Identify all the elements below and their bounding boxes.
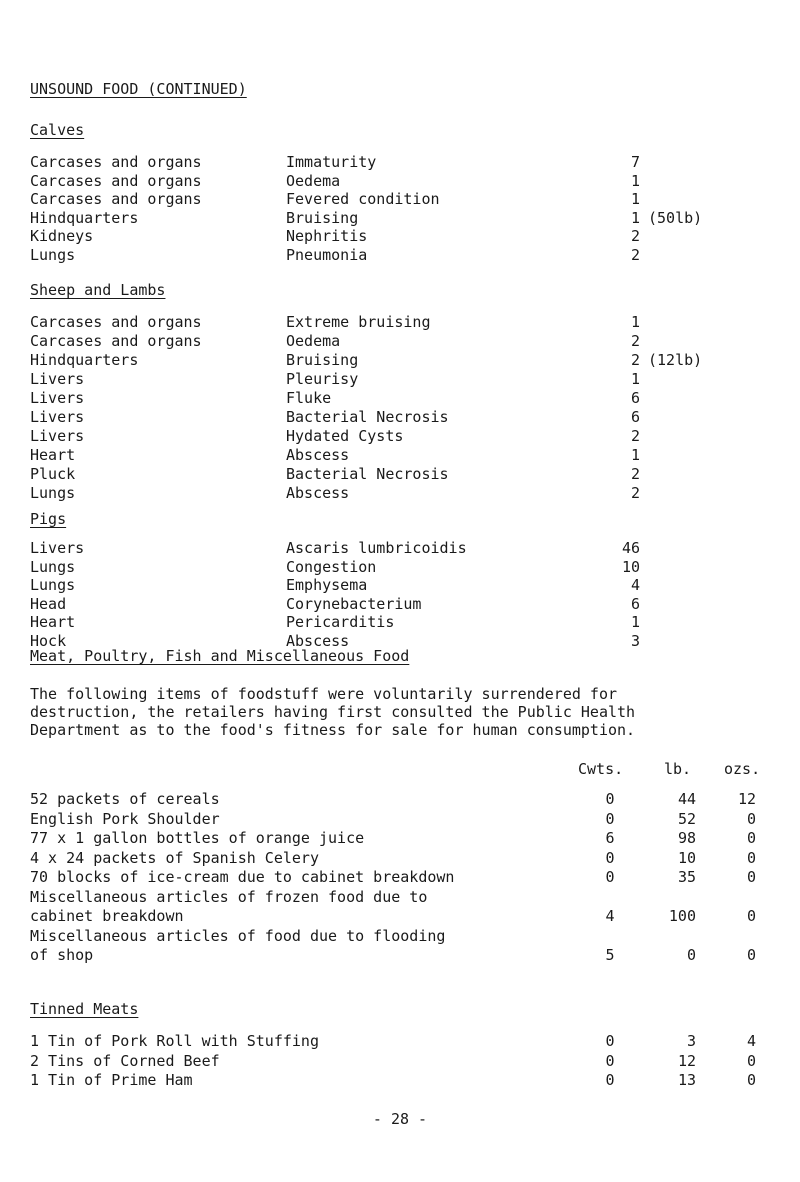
row-part: Livers bbox=[30, 539, 85, 557]
row-count: 1 bbox=[630, 613, 640, 631]
row-part: Hindquarters bbox=[30, 208, 139, 227]
item-description: 1 Tin of Prime Ham bbox=[30, 1071, 193, 1089]
row-part: Carcases and organs bbox=[30, 332, 202, 350]
row-count: 2 bbox=[630, 332, 640, 350]
page-number: - 28 - bbox=[372, 1110, 428, 1128]
row-part: Livers bbox=[30, 427, 85, 445]
row-count: 2 bbox=[630, 227, 640, 245]
row-part: Lungs bbox=[30, 484, 76, 502]
misc-paragraph-line-3: Department as to the food's fitness for sale for human consumption. bbox=[30, 721, 636, 739]
row-cause: Nephritis bbox=[286, 227, 368, 245]
item-lb: 98 bbox=[677, 829, 696, 847]
row-count: 1 bbox=[630, 208, 640, 227]
item-cwts: 0 bbox=[605, 1032, 615, 1050]
row-note: (50lb) bbox=[648, 208, 703, 227]
row-part: Carcases and organs bbox=[30, 190, 202, 208]
item-description: 2 Tins of Corned Beef bbox=[30, 1051, 220, 1070]
row-part: Heart bbox=[30, 613, 76, 631]
item-ozs: 0 bbox=[746, 848, 756, 867]
item-cwts: 0 bbox=[605, 848, 615, 867]
row-part: Lungs bbox=[30, 245, 76, 264]
row-part: Lungs bbox=[30, 557, 76, 576]
row-part: Pluck bbox=[30, 465, 76, 483]
row-cause: Pneumonia bbox=[286, 245, 368, 264]
row-count: 3 bbox=[630, 631, 640, 650]
item-ozs: 0 bbox=[746, 1071, 756, 1089]
misc-title: Meat, Poultry, Fish and Miscellaneous Food bbox=[30, 647, 410, 665]
row-cause: Fevered condition bbox=[286, 190, 440, 208]
row-count: 2 bbox=[630, 465, 640, 483]
item-cwts: 5 bbox=[605, 946, 615, 964]
row-count: 7 bbox=[630, 153, 640, 171]
misc-paragraph-line-1: The following items of foodstuff were voluntarily surrendered for bbox=[30, 685, 617, 703]
row-cause: Oedema bbox=[286, 171, 341, 190]
row-cause: Abscess bbox=[286, 631, 350, 650]
row-count: 2 bbox=[630, 245, 640, 264]
row-part: Carcases and organs bbox=[30, 313, 202, 331]
item-lb: 44 bbox=[677, 790, 696, 808]
item-cwts: 0 bbox=[605, 868, 615, 886]
row-cause: Bacterial Necrosis bbox=[286, 408, 449, 426]
row-count: 1 bbox=[630, 370, 640, 388]
calves-title: Calves bbox=[30, 121, 85, 139]
row-cause: Bacterial Necrosis bbox=[286, 465, 449, 483]
row-cause: Congestion bbox=[286, 557, 377, 576]
item-cwts: 4 bbox=[605, 907, 615, 925]
item-lb: 0 bbox=[686, 946, 696, 964]
row-count: 1 bbox=[630, 171, 640, 190]
item-description: 77 x 1 gallon bottles of orange juice bbox=[30, 829, 365, 847]
tinned-title: Tinned Meats bbox=[30, 1000, 139, 1018]
item-cwts: 0 bbox=[605, 1051, 615, 1070]
item-description: cabinet breakdown bbox=[30, 907, 184, 925]
item-lb: 35 bbox=[677, 868, 696, 886]
item-description: Miscellaneous articles of frozen food due to bbox=[30, 887, 428, 906]
row-cause: Oedema bbox=[286, 332, 341, 350]
row-note: (12lb) bbox=[648, 351, 703, 369]
item-cwts: 6 bbox=[605, 829, 615, 847]
row-part: Livers bbox=[30, 408, 85, 426]
item-cwts: 0 bbox=[605, 790, 615, 808]
row-part: Heart bbox=[30, 446, 76, 464]
item-ozs: 4 bbox=[746, 1032, 756, 1050]
item-description: Miscellaneous articles of food due to flooding bbox=[30, 926, 446, 945]
row-count: 1 bbox=[630, 313, 640, 331]
col-header-ozs: ozs. bbox=[724, 760, 761, 778]
col-header-cwts: Cwts. bbox=[578, 760, 624, 778]
item-description: of shop bbox=[30, 946, 94, 964]
item-ozs: 0 bbox=[746, 868, 756, 886]
row-cause: Pleurisy bbox=[286, 370, 359, 388]
item-cwts: 0 bbox=[605, 809, 615, 828]
row-cause: Abscess bbox=[286, 446, 350, 464]
row-cause: Emphysema bbox=[286, 576, 368, 594]
item-lb: 13 bbox=[677, 1071, 696, 1089]
item-ozs: 0 bbox=[746, 946, 756, 964]
row-count: 1 bbox=[630, 190, 640, 208]
row-count: 2 bbox=[630, 484, 640, 502]
item-description: English Pork Shoulder bbox=[30, 809, 220, 828]
row-part: Carcases and organs bbox=[30, 153, 202, 171]
row-cause: Ascaris lumbricoidis bbox=[286, 539, 467, 557]
row-part: Hock bbox=[30, 631, 67, 650]
row-part: Livers bbox=[30, 370, 85, 388]
row-part: Hindquarters bbox=[30, 351, 139, 369]
row-count: 2 bbox=[630, 351, 640, 369]
row-part: Carcases and organs bbox=[30, 171, 202, 190]
row-count: 1 bbox=[630, 446, 640, 464]
col-header-lb: lb. bbox=[664, 760, 692, 778]
pigs-title: Pigs bbox=[30, 510, 67, 528]
row-part: Livers bbox=[30, 389, 85, 407]
misc-paragraph-line-2: destruction, the retailers having first consulted the Public Health bbox=[30, 703, 636, 721]
row-count: 6 bbox=[630, 594, 640, 613]
page-heading: UNSOUND FOOD (CONTINUED) bbox=[30, 80, 247, 98]
row-cause: Hydated Cysts bbox=[286, 427, 404, 445]
item-description: 70 blocks of ice-cream due to cabinet breakdown bbox=[30, 868, 455, 886]
item-ozs: 0 bbox=[746, 809, 756, 828]
row-cause: Immaturity bbox=[286, 153, 377, 171]
row-count: 6 bbox=[630, 408, 640, 426]
item-lb: 100 bbox=[668, 907, 696, 925]
item-ozs: 0 bbox=[746, 907, 756, 925]
row-cause: Pericarditis bbox=[286, 613, 395, 631]
item-description: 4 x 24 packets of Spanish Celery bbox=[30, 848, 319, 867]
row-count: 6 bbox=[630, 389, 640, 407]
row-count: 46 bbox=[621, 539, 640, 557]
row-part: Kidneys bbox=[30, 227, 94, 245]
item-lb: 12 bbox=[677, 1051, 696, 1070]
row-count: 2 bbox=[630, 427, 640, 445]
item-description: 52 packets of cereals bbox=[30, 790, 220, 808]
item-ozs: 0 bbox=[746, 829, 756, 847]
item-description: 1 Tin of Pork Roll with Stuffing bbox=[30, 1032, 319, 1050]
item-ozs: 12 bbox=[737, 790, 756, 808]
row-cause: Abscess bbox=[286, 484, 350, 502]
item-lb: 3 bbox=[686, 1032, 696, 1050]
item-ozs: 0 bbox=[746, 1051, 756, 1070]
item-lb: 10 bbox=[677, 848, 696, 867]
row-cause: Bruising bbox=[286, 208, 359, 227]
row-part: Lungs bbox=[30, 576, 76, 594]
sheep-title: Sheep and Lambs bbox=[30, 281, 166, 299]
row-cause: Fluke bbox=[286, 389, 332, 407]
row-count: 10 bbox=[621, 557, 640, 576]
row-count: 4 bbox=[630, 576, 640, 594]
row-part: Head bbox=[30, 594, 67, 613]
item-lb: 52 bbox=[677, 809, 696, 828]
row-cause: Corynebacterium bbox=[286, 594, 422, 613]
row-cause: Extreme bruising bbox=[286, 313, 431, 331]
item-cwts: 0 bbox=[605, 1071, 615, 1089]
row-cause: Bruising bbox=[286, 351, 359, 369]
